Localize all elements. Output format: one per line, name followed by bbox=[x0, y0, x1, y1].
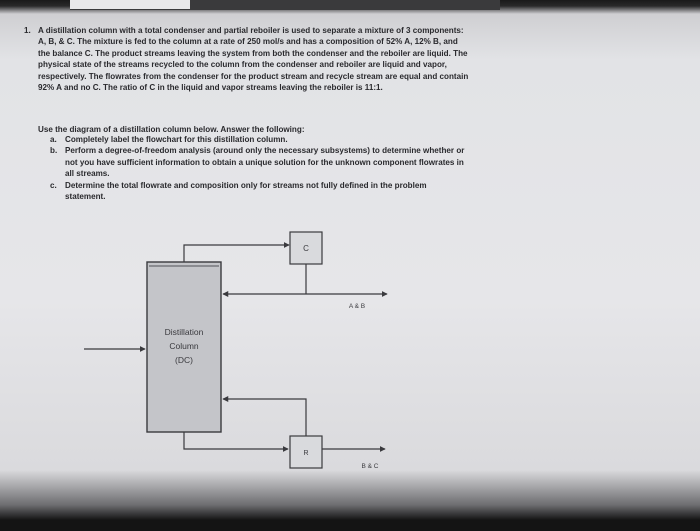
browser-tab[interactable] bbox=[70, 0, 190, 9]
top-product-label: A & B bbox=[348, 303, 366, 310]
bottoms-liquid-arrow bbox=[184, 432, 288, 449]
statement-line: the balance C. The product streams leaving the system from both the condenser and the reboiler are liquid. The bbox=[38, 48, 468, 58]
statement-line: 92% A and no C. The ratio of C in the liquid and vapor streams leaving the reboiler is 11:1. bbox=[38, 82, 383, 92]
boilup-vapor-arrow bbox=[223, 399, 306, 436]
task-text: not you have sufficient information to obtain a unique solution for the unknown component flowrates in bbox=[65, 157, 464, 167]
instruction-text: Use the diagram of a distillation column below. Answer the following: bbox=[38, 125, 305, 134]
homework-page bbox=[0, 12, 700, 482]
condenser-label: C bbox=[303, 244, 309, 253]
column-label-line: (DC) bbox=[175, 355, 193, 365]
overhead-vapor-arrow bbox=[184, 245, 289, 262]
task-label: a. bbox=[50, 135, 57, 144]
question-number: 1. bbox=[24, 26, 31, 35]
task-label: c. bbox=[50, 180, 57, 190]
column-top-tray bbox=[149, 265, 219, 267]
column-label-line: Distillation bbox=[164, 327, 204, 337]
reboiler-label: R bbox=[303, 450, 309, 457]
statement-line: physical state of the streams recycled to the column from the condenser and reboiler are liquid and vapor, bbox=[38, 60, 447, 70]
bottom-product-label: B & C bbox=[361, 463, 379, 470]
distillation-flowchart bbox=[0, 12, 700, 482]
column-label-line: Column bbox=[169, 341, 199, 351]
statement-line: A, B, & C. The mixture is fed to the column at a rate of 250 mol/s and has a composition of 52% A, 12% B, and bbox=[38, 37, 458, 47]
task-text: Determine the total flowrate and composition only for streams not fully defined in the problem bbox=[65, 180, 427, 190]
task-label: b. bbox=[50, 146, 58, 156]
task-text: all streams. bbox=[65, 169, 110, 179]
statement-line: respectively. The flowrates from the condenser for the product stream and recycle stream are equal and contain bbox=[38, 71, 469, 81]
statement-line: A distillation column with a total condenser and partial reboiler is used to separate a mixture of 3 components: bbox=[38, 26, 464, 35]
task-text: Perform a degree-of-freedom analysis (around only the necessary subsystems) to determine whether or bbox=[65, 146, 465, 156]
task-text: statement. bbox=[65, 191, 106, 201]
task-text: Completely label the flowchart for this distillation column. bbox=[65, 135, 288, 144]
